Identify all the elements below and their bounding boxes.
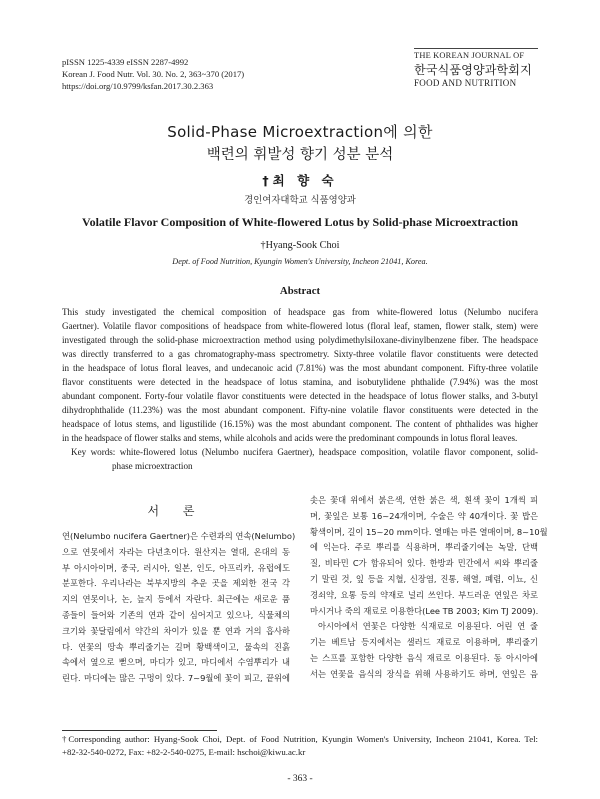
abstract-line: investigated through the solid-phase microextraction method using polydimethylsiloxane-divinylbenzene fiber. The headspace <box>62 334 538 345</box>
abstract-line: abundant component. Forty-four volatile flavor constituents were detected in the headspace of lotus flower stalks, and 3-butyl <box>62 390 538 401</box>
abstract-line: headspace of lotus stems, and ligustilide (16.15%) was the most abundant component. The content of phthalides was higher <box>62 418 538 429</box>
title-ko-line2: 백련의 휘발성 향기 성분 분석 <box>206 147 394 163</box>
author-ko: †최 향 숙 <box>262 173 338 188</box>
journal-name-en-bottom: FOOD AND NUTRITION <box>414 78 517 88</box>
journal-header-info <box>62 56 244 92</box>
journal-name-en-top: THE KOREAN JOURNAL OF <box>414 51 525 60</box>
doi-line[interactable]: https://doi.org/10.9799/ksfan.2017.30.2.363 <box>62 81 214 91</box>
footnote <box>62 733 538 759</box>
page-number: - 363 - <box>287 774 313 784</box>
body-line: 린다. 마디에는 많은 구멍이 있다. 7~9월에 꽃이 피고, 끝위에 <box>62 673 290 684</box>
keywords-line1: Key words: white-flowered lotus (Nelumbo nucifera Gaertner), headspace composition, volatile flavor component, solid- <box>71 447 538 457</box>
journal-rule-top <box>414 48 538 49</box>
right-column <box>310 493 548 683</box>
body-line: 황색이며, 길이 15~20 mm이다. 열매는 마른 열매이며, 8~10월 <box>310 526 548 537</box>
body-line: 기는 베트남 등지에서는 샐러드 재료로 이용하며, 뿌리줄기 <box>310 637 538 648</box>
author-en: †Hyang-Sook Choi <box>260 240 340 251</box>
issn-line: pISSN 1225-4339 eISSN 2287-4992 <box>62 57 189 67</box>
body-line: 다. 연꽃의 땅속 뿌리줄기는 길며 황백색이고, 물속의 진흙 <box>62 641 290 652</box>
body-line: 으로 연못에서 자라는 다년초이다. 원산지는 열대, 온대의 동 <box>62 546 290 557</box>
body-line: 부 아시아이며, 중국, 러시아, 일본, 인도, 아프리카, 유럽에도 <box>62 562 290 573</box>
body-line: 마시거나 죽의 재료로 이용한다(Lee TB 2003; Kim TJ 2009). <box>310 605 539 616</box>
title-en: Volatile Flavor Composition of White-flowered Lotus by Solid-phase Microextraction <box>82 215 518 229</box>
body-line: 분포한다. 우리나라는 북부지방의 추운 곳을 제외한 전국 각 <box>62 578 290 589</box>
body-line: 에 익는다. 주로 뿌리를 식용하며, 뿌리줄기에는 녹말, 단백 <box>310 542 538 553</box>
affiliation-ko: 경인여자대학교 식품영양과 <box>244 195 356 206</box>
body-line: 솟은 꽃대 위에서 붉은색, 연한 붉은 색, 흰색 꽃이 1개씩 피 <box>310 495 538 505</box>
footnote-line2: +82-32-540-0272, Fax: +82-2-540-0275, E-mail: hschoi@kiwu.ac.kr <box>62 747 306 757</box>
body-line: 질, 비타민 C가 함유되어 있다. 한방과 민간에서 씨와 뿌리줄 <box>310 558 538 569</box>
abstract-heading: Abstract <box>279 285 321 297</box>
body-line: 지의 연못이나, 논, 늪지 등에서 자란다. 최근에는 새로운 품 <box>62 594 290 605</box>
body-line: 며, 꽃잎은 보통 16~24개이며, 수술은 약 40개이다. 꽃 밥은 <box>310 510 538 521</box>
body-line: 는 스프를 포함한 다양한 음식 재료로 이용된다. 동 아시아에 <box>310 652 538 663</box>
section-heading: 서 론 <box>147 504 205 518</box>
body-line: 기 말린 것, 잎 등을 지혈, 신장염, 진통, 해열, 폐렴, 이뇨, 신 <box>310 573 538 584</box>
title-ko-line1: Solid-Phase Microextraction에 의한 <box>167 123 433 141</box>
abstract-line: Gaertner). Volatile flavor compositions of headspace from white-flowered lotus (floral leaf, stamen, flower stalk, stem) were <box>62 320 538 331</box>
keywords <box>62 446 538 474</box>
abstract-line: dihydrophthalide (11.23%) was the most abundant component. Fifty-nine volatile flavor constituents were detected in the <box>62 404 538 415</box>
body-line: 아시아에서 연꽃은 다양한 식재료로 이용된다. 어린 연 줄 <box>318 621 538 632</box>
journal-logo <box>414 48 538 88</box>
body-line: 속에서 옆으로 뻗으며, 마디가 있고, 마디에서 수염뿌리가 내 <box>62 657 290 668</box>
body-line: 연(Nelumbo nucifera Gaertner)은 수련과의 연속(Nelumbo) <box>62 531 296 541</box>
affiliation-en: Dept. of Food Nutrition, Kyungin Women's University, Incheon 21041, Korea. <box>172 257 428 266</box>
abstract-line: in the headspace of flower stalks and stems, while alcohols and acids were the predominant compounds in lotus floral leaves. <box>62 432 518 443</box>
abstract-line: in the headspace of lotus floral leaves, and undecanoic acid (7.81%) was the most abundant component. Fifty-three volatile <box>62 362 538 373</box>
left-column <box>62 529 296 687</box>
citation-line: Korean J. Food Nutr. Vol. 30. No. 2, 363~370 (2017) <box>62 69 245 79</box>
body-line: 크기와 꽃달림에서 약간의 차이가 있을 뿐 연과 거의 흡사하 <box>62 625 290 636</box>
abstract-line: This study investigated the chemical composition of headspace gas from white-flowered lotus (Nelumbo nucifera <box>62 307 538 317</box>
body-line: 서는 연꽃을 음식의 장식을 위해 사용하기도 하며, 연잎은 음 <box>310 668 538 679</box>
abstract-line: was directly transferred to a gas chromatography-mass spectrometry. Sixty-three volatile flavor constituents were detected <box>62 348 538 359</box>
journal-name-ko: 한국식품영양과학회지 <box>414 63 532 77</box>
keywords-line2: phase microextraction <box>112 460 193 471</box>
footnote-rule <box>62 730 217 731</box>
abstract-body <box>62 306 538 446</box>
abstract-line: flavor constituents were detected in the headspace of lotus stamina, and isobutylidene phthalide (7.94%) was the most <box>62 376 538 387</box>
body-line: 종들이 들어와 기존의 연과 같이 심어지고 있으나, 식물체의 <box>62 609 290 620</box>
body-line: 경쇠약, 요통 등의 약재로 널리 쓰인다. 부드러운 연잎은 차로 <box>310 589 538 600</box>
footnote-line1: †Corresponding author: Hyang-Sook Choi, Dept. of Food Nutrition, Kyungin Women's University, Incheon 21041, Korea. Tel: <box>62 734 538 744</box>
